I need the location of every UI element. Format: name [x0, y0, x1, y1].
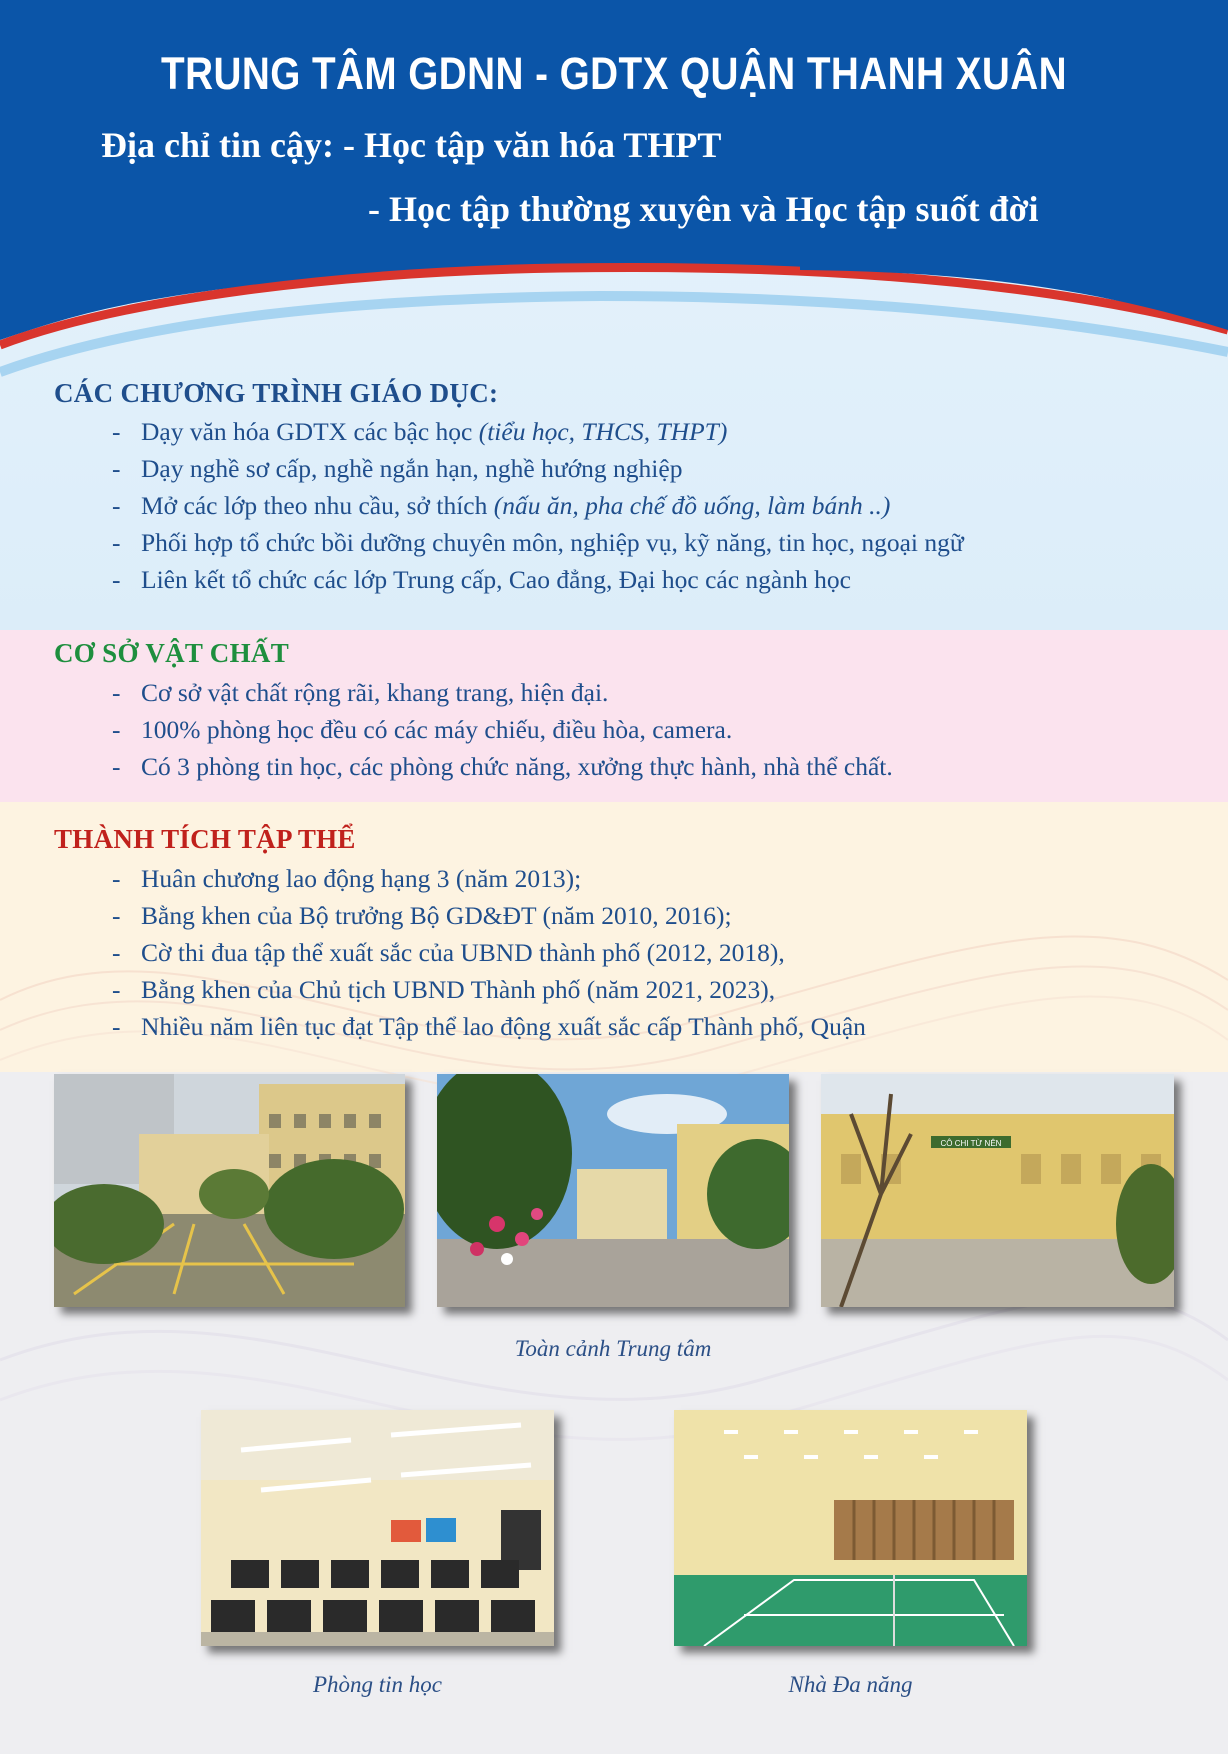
- list-item: - Phối hợp tổ chức bồi dưỡng chuyên môn, nghiệp vụ, kỹ năng, tin học, ngoại ngữ: [112, 524, 964, 561]
- bullet-dash: -: [112, 975, 121, 1004]
- campus-photo-flowers: [437, 1074, 789, 1307]
- list-item: - Có 3 phòng tin học, các phòng chức năng, xưởng thực hành, nhà thể chất.: [112, 748, 893, 785]
- caption-gym: Nhà Đa năng: [788, 1672, 913, 1697]
- programs-list: [112, 413, 964, 598]
- list-item: - Bằng khen của Bộ trưởng Bộ GD&ĐT (năm 2010, 2016);: [112, 897, 866, 934]
- header-title: TRUNG TÂM GDNN - GDTX QUẬN THANH XUÂN: [161, 48, 1067, 99]
- achievements-list: [112, 860, 866, 1045]
- bullet-dash: -: [112, 417, 121, 446]
- bullet-dash: -: [112, 565, 121, 594]
- campus-photo-building: [821, 1074, 1174, 1307]
- bullet-dash: -: [112, 864, 121, 893]
- list-item: - Nhiều năm liên tục đạt Tập thể lao động xuất sắc cấp Thành phố, Quận: [112, 1008, 866, 1045]
- caption-campus: Toàn cảnh Trung tâm: [514, 1336, 712, 1361]
- gym-photo: [674, 1410, 1027, 1646]
- list-item: - Dạy nghề sơ cấp, nghề ngắn hạn, nghề hướng nghiệp: [112, 450, 964, 487]
- bullet-dash: -: [112, 528, 121, 557]
- list-item: - Mở các lớp theo nhu cầu, sở thích (nấu ăn, pha chế đồ uống, làm bánh ..): [112, 487, 964, 524]
- bullet-dash: -: [112, 715, 121, 744]
- list-item: - Huân chương lao động hạng 3 (năm 2013);: [112, 860, 866, 897]
- tagline-line-1: Địa chỉ tin cậy: - Học tập văn hóa THPT: [101, 125, 722, 165]
- bullet-dash: -: [112, 752, 121, 781]
- achievements-heading: THÀNH TÍCH TẬP THỂ: [54, 824, 356, 854]
- list-item: - Cơ sở vật chất rộng rãi, khang trang, hiện đại.: [112, 674, 893, 711]
- bullet-dash: -: [112, 454, 121, 483]
- bullet-dash: -: [112, 938, 121, 967]
- list-item: - Dạy văn hóa GDTX các bậc học (tiểu học, THCS, THPT): [112, 413, 964, 450]
- tagline-line-2: - Học tập thường xuyên và Học tập suốt đời: [368, 189, 1039, 229]
- list-item: - Bằng khen của Chủ tịch UBND Thành phố (năm 2021, 2023),: [112, 971, 866, 1008]
- bullet-dash: -: [112, 1012, 121, 1041]
- list-item: - Liên kết tổ chức các lớp Trung cấp, Cao đẳng, Đại học các ngành học: [112, 561, 964, 598]
- bullet-dash: -: [112, 678, 121, 707]
- programs-heading: CÁC CHƯƠNG TRÌNH GIÁO DỤC:: [54, 378, 499, 408]
- campus-photo-courtyard: [54, 1074, 405, 1307]
- list-item: - 100% phòng học đều có các máy chiếu, điều hòa, camera.: [112, 711, 893, 748]
- building-sign-text: CÔ CHI TỪ NÊN: [940, 1139, 1002, 1148]
- computer-room-photo: [201, 1410, 554, 1646]
- bullet-dash: -: [112, 491, 121, 520]
- facilities-heading: CƠ SỞ VẬT CHẤT: [54, 638, 290, 668]
- caption-computer-room: Phòng tin học: [312, 1672, 443, 1697]
- list-item: - Cờ thi đua tập thể xuất sắc của UBND thành phố (2012, 2018),: [112, 934, 866, 971]
- bullet-dash: -: [112, 901, 121, 930]
- facilities-list: [112, 674, 893, 785]
